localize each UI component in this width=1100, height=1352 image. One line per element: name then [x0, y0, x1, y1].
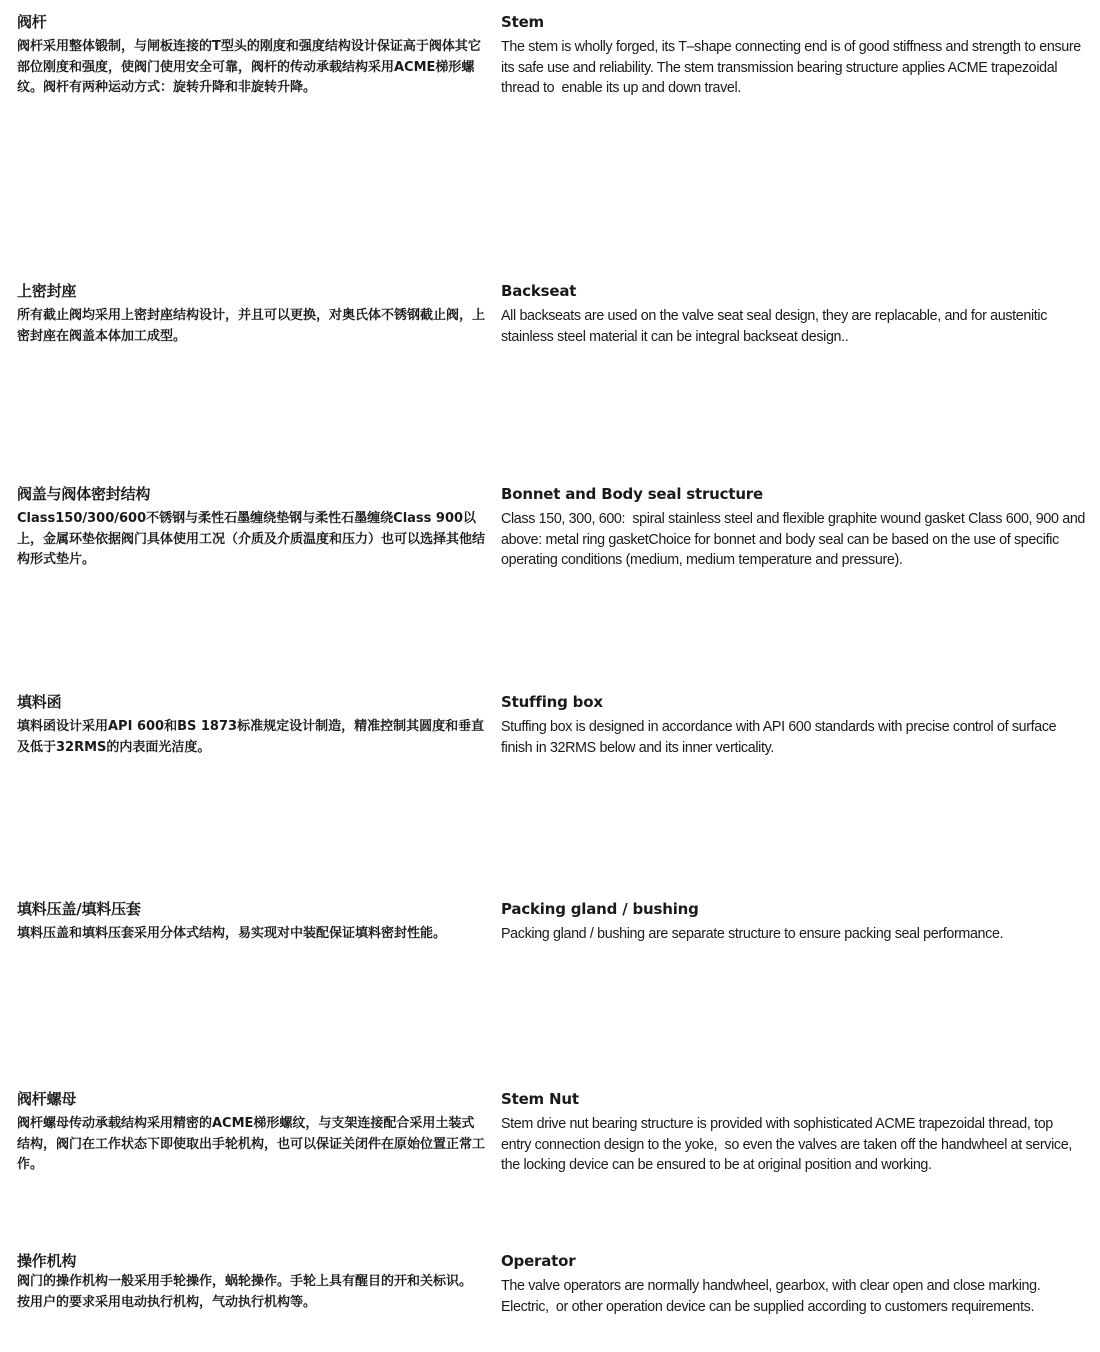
- chinese-column: [17, 1252, 487, 1313]
- chinese-paragraph: 填料函设计采用API 600和BS 1873标准规定设计制造，精准控制其圆度和垂直及低于32RMS的内表面光洁度。: [17, 719, 485, 755]
- chinese-heading: 填料压盖/填料压套: [17, 900, 141, 918]
- english-paragraph: Packing gland / bushing are separate structure to ensure packing seal performance.: [501, 926, 1004, 942]
- chinese-column: [17, 693, 487, 758]
- chinese-paragraph: 阀门的操作机构一般采用手轮操作，蜗轮操作。手轮上具有醒目的开和关标识。 按用户的要求采用电动执行机构，气动执行机构等。: [17, 1274, 473, 1310]
- english-column: [501, 485, 1089, 571]
- chinese-heading: 操作机构: [17, 1252, 77, 1270]
- chinese-paragraph: 所有截止阀均采用上密封座结构设计，并且可以更换，对奥氏体不锈钢截止阀，上密封座在阀盖本体加工成型。: [17, 308, 486, 344]
- english-paragraph: The valve operators are normally handwheel, gearbox, with clear open and close marking. Electric, or other operation device can be supplied according to customers requirements.: [501, 1278, 1044, 1315]
- english-heading: Operator: [501, 1252, 576, 1270]
- chinese-heading: 阀杆螺母: [17, 1090, 77, 1108]
- chinese-paragraph: 填料压盖和填料压套采用分体式结构，易实现对中装配保证填料密封性能。: [17, 926, 447, 941]
- chinese-column: [17, 13, 487, 99]
- english-paragraph: The stem is wholly forged, its T–shape connecting end is of good stiffness and strength to ensure its safe use and reliability. The stem transmission bearing structure applies ACME trapezoidal thread to enable its up and down travel.: [501, 39, 1085, 96]
- chinese-column: [17, 900, 487, 945]
- chinese-column: [17, 282, 487, 347]
- chinese-paragraph: 阀杆螺母传动承载结构采用精密的ACME梯形螺纹，与支架连接配合采用土装式结构，阀门在工作状态下即使取出手轮机构，也可以保证关闭件在原始位置正常工作。: [17, 1116, 486, 1172]
- english-column: [501, 13, 1086, 99]
- english-column: [501, 693, 1086, 758]
- chinese-column: [17, 1090, 487, 1176]
- english-heading: Stem Nut: [501, 1090, 579, 1108]
- english-heading: Stem: [501, 13, 544, 31]
- english-paragraph: Stuffing box is designed in accordance with API 600 standards with precise control of surface finish in 32RMS below and its inner verticality.: [501, 719, 1060, 756]
- english-column: [501, 900, 1086, 945]
- english-heading: Backseat: [501, 282, 577, 300]
- chinese-paragraph: 阀杆采用整体锻制，与闸板连接的T型头的刚度和强度结构设计保证高于阀体其它部位刚度和强度，使阀门使用安全可靠，阀杆的传动承载结构采用ACME梯形螺纹。阀杆有两种运动方式：旋转升降和非旋转升降。: [17, 39, 481, 95]
- chinese-heading: 上密封座: [17, 282, 77, 300]
- chinese-column: [17, 485, 487, 571]
- english-heading: Bonnet and Body seal structure: [501, 485, 763, 503]
- chinese-paragraph: Class150/300/600不锈钢与柔性石墨缠绕垫钢与柔性石墨缠绕Class 900以上，金属环垫依据阀门具体使用工况（介质及介质温度和压力）也可以选择其他结构形式垫片。: [17, 511, 486, 567]
- chinese-heading: 填料函: [17, 693, 62, 711]
- english-paragraph: Class 150, 300, 600: spiral stainless steel and flexible graphite wound gasket Class 600, 900 and above: metal ring gasketChoice for bonnet and body seal can be based on the use of specific operating conditions (medium, medium temperature and pressure).: [501, 511, 1089, 568]
- english-paragraph: All backseats are used on the valve seat seal design, they are replacable, and for austenitic stainless steel material it can be integral backseat design..: [501, 308, 1051, 345]
- english-column: [501, 1090, 1086, 1176]
- english-column: [501, 1252, 1086, 1317]
- english-heading: Stuffing box: [501, 693, 603, 711]
- english-column: [501, 282, 1086, 347]
- english-paragraph: Stem drive nut bearing structure is provided with sophisticated ACME trapezoidal thread, top entry connection design to the yoke, so even the valves are taken off the handwheel at service, the locking device can be ensured to be at original position and working.: [501, 1116, 1076, 1173]
- chinese-heading: 阀杆: [17, 13, 47, 31]
- chinese-heading: 阀盖与阀体密封结构: [17, 485, 151, 503]
- english-heading: Packing gland / bushing: [501, 900, 699, 918]
